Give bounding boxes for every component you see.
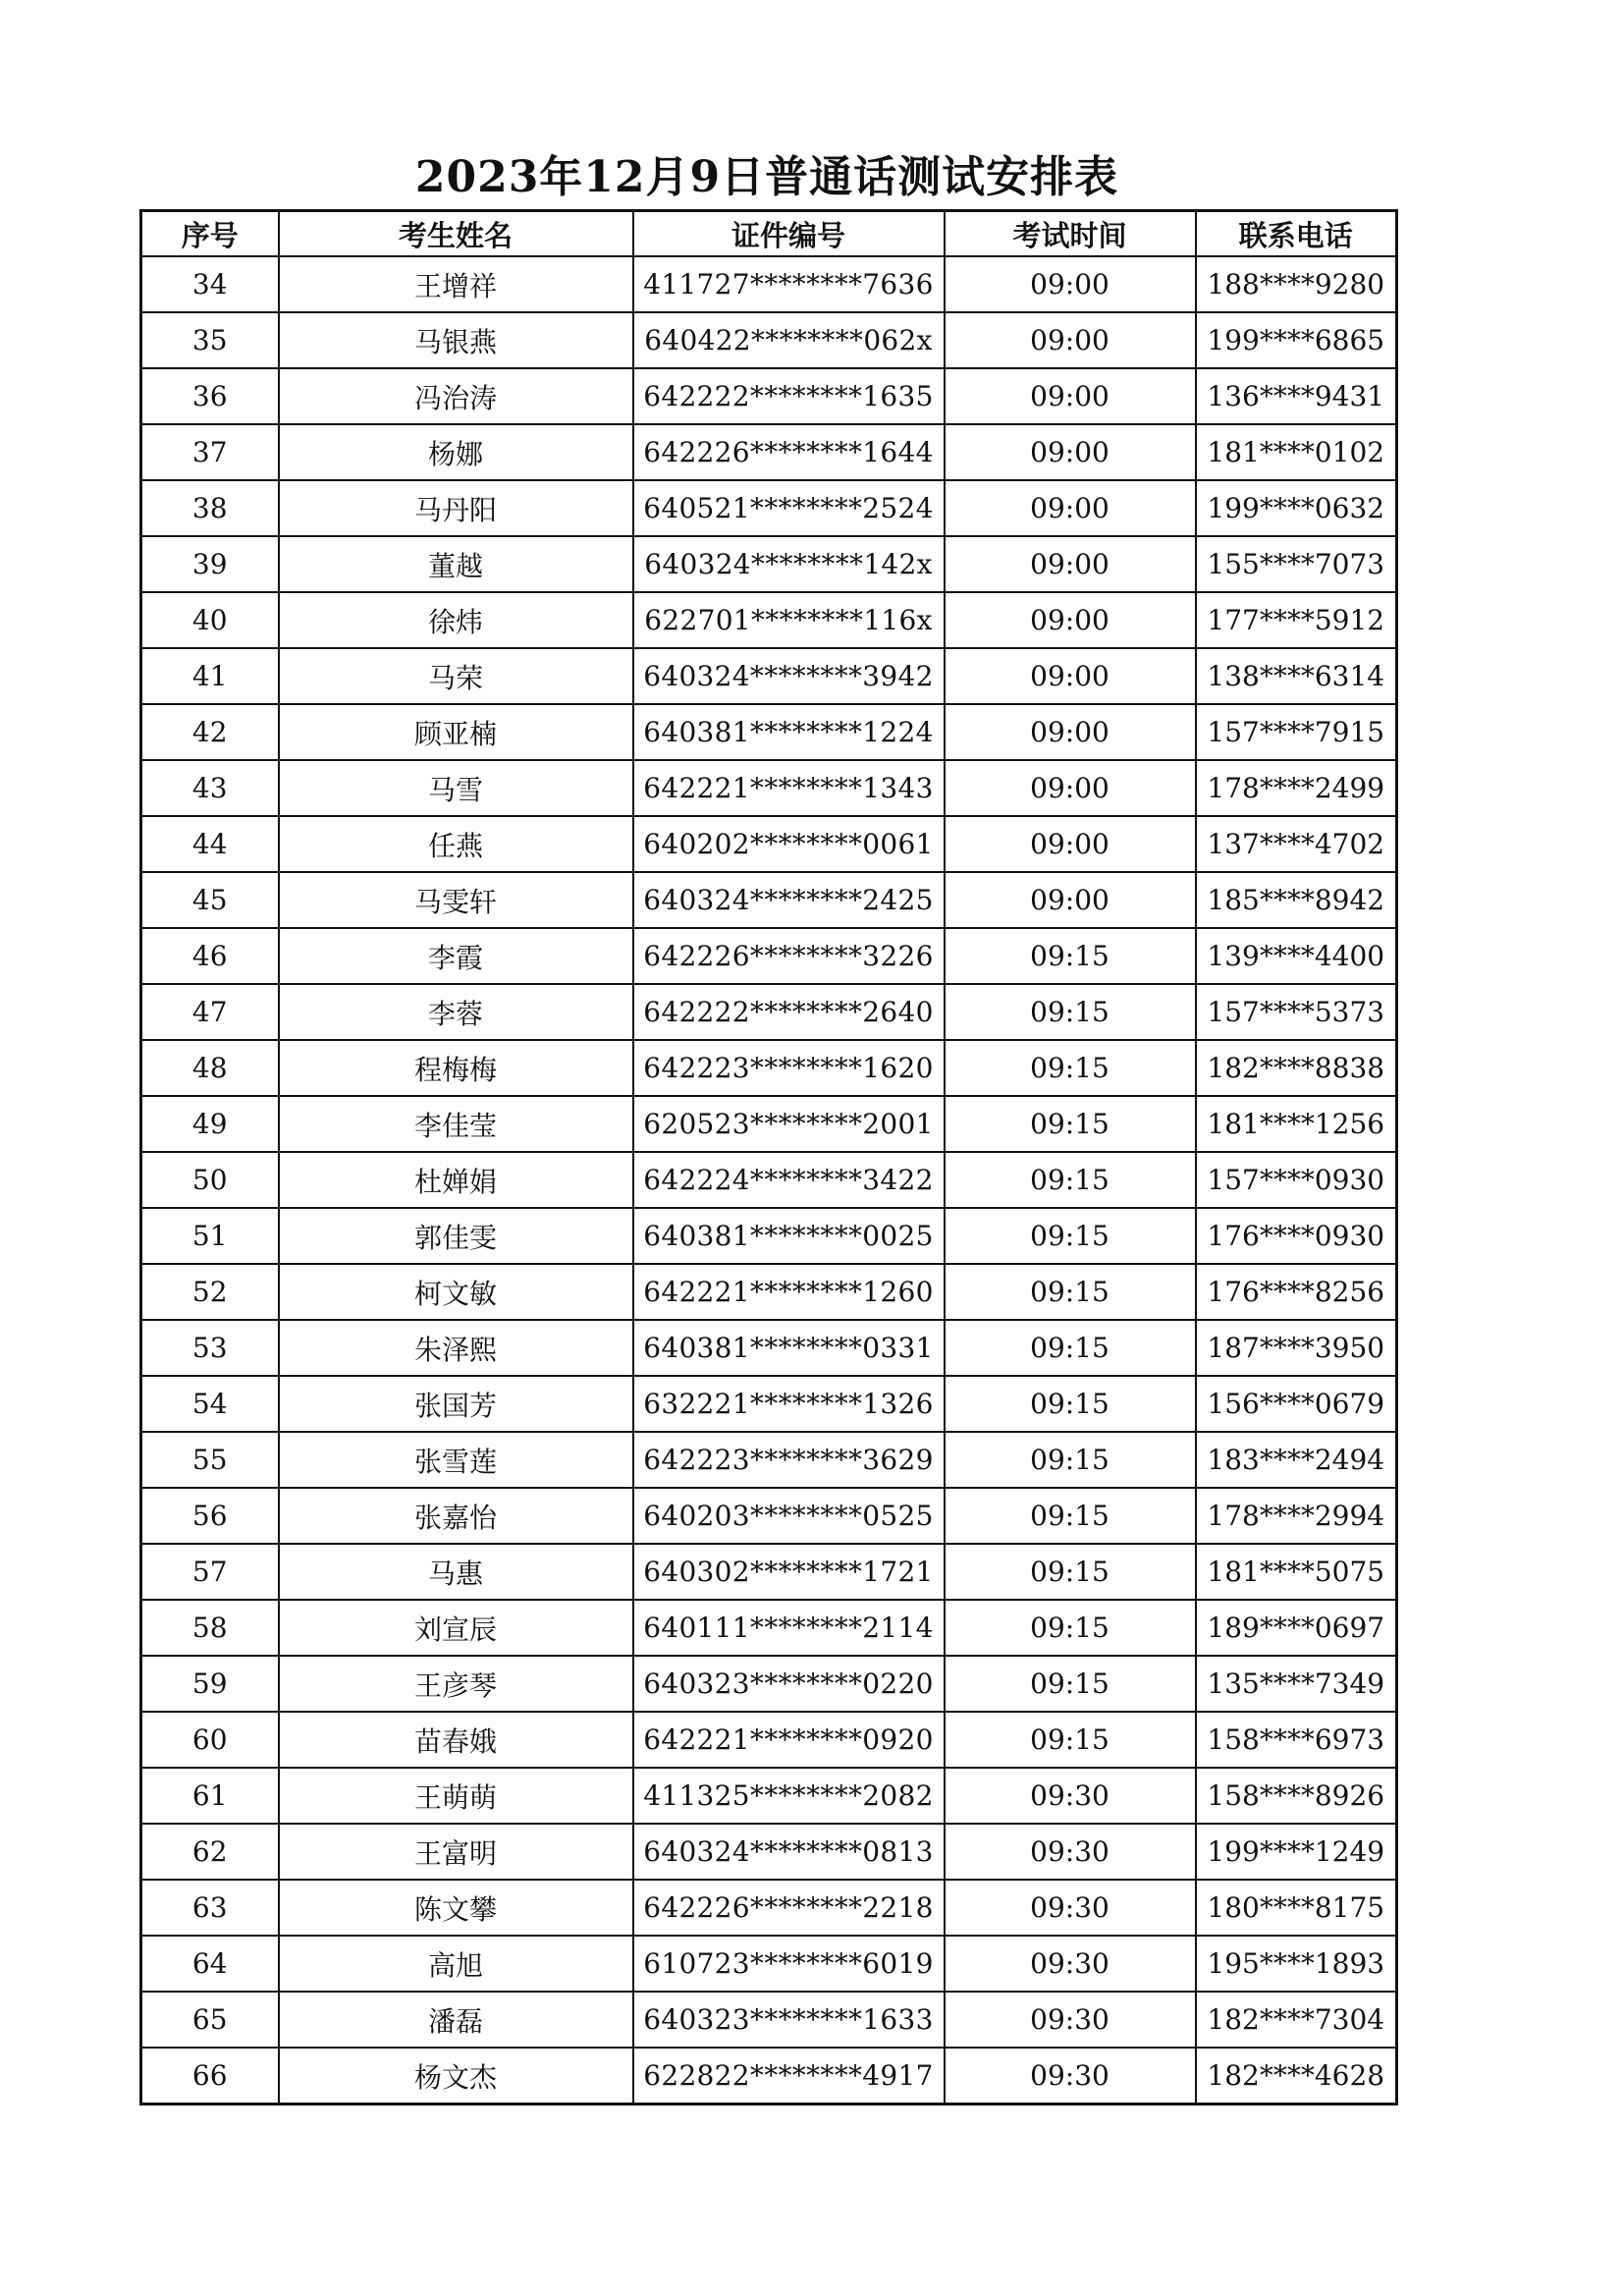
id-number-cell: 642226********2218 — [633, 1880, 945, 1936]
name-cell: 潘磊 — [279, 1992, 633, 2048]
exam-time-cell: 09:00 — [945, 816, 1196, 872]
phone-cell: 157****7915 — [1196, 704, 1397, 760]
seq-cell: 59 — [141, 1656, 279, 1712]
exam-time-cell: 09:15 — [945, 1488, 1196, 1544]
table-row — [141, 760, 1397, 816]
id-number-cell: 632221********1326 — [633, 1376, 945, 1432]
id-number-cell: 640111********2114 — [633, 1600, 945, 1656]
header-seq: 序号 — [141, 211, 279, 257]
name-cell: 冯治涛 — [279, 368, 633, 424]
seq-cell: 56 — [141, 1488, 279, 1544]
seq-cell: 41 — [141, 648, 279, 704]
table-row — [141, 1320, 1397, 1376]
seq-cell: 54 — [141, 1376, 279, 1432]
name-cell: 马雯轩 — [279, 872, 633, 928]
table-row — [141, 872, 1397, 928]
seq-cell: 55 — [141, 1432, 279, 1488]
name-cell: 李佳莹 — [279, 1096, 633, 1152]
name-cell: 马雪 — [279, 760, 633, 816]
seq-cell: 60 — [141, 1712, 279, 1768]
phone-cell: 182****7304 — [1196, 1992, 1397, 2048]
name-cell: 高旭 — [279, 1936, 633, 1992]
phone-cell: 189****0697 — [1196, 1600, 1397, 1656]
table-row — [141, 2048, 1397, 2105]
name-cell: 苗春娥 — [279, 1712, 633, 1768]
seq-cell: 47 — [141, 984, 279, 1040]
seq-cell: 63 — [141, 1880, 279, 1936]
seq-cell: 48 — [141, 1040, 279, 1096]
id-number-cell: 640381********1224 — [633, 704, 945, 760]
seq-cell: 43 — [141, 760, 279, 816]
seq-cell: 62 — [141, 1824, 279, 1880]
document-title: 2023年12月9日普通话测试安排表 — [414, 152, 1119, 202]
name-cell: 王彦琴 — [279, 1656, 633, 1712]
phone-cell: 176****8256 — [1196, 1264, 1397, 1320]
table-body — [141, 256, 1397, 2105]
name-cell: 张国芳 — [279, 1376, 633, 1432]
seq-cell: 66 — [141, 2048, 279, 2105]
phone-cell: 181****5075 — [1196, 1544, 1397, 1600]
phone-cell: 188****9280 — [1196, 256, 1397, 312]
phone-cell: 199****0632 — [1196, 480, 1397, 536]
id-number-cell: 640203********0525 — [633, 1488, 945, 1544]
seq-cell: 65 — [141, 1992, 279, 2048]
table-row — [141, 1992, 1397, 2048]
table-row — [141, 1712, 1397, 1768]
name-cell: 郭佳雯 — [279, 1208, 633, 1264]
header-name: 考生姓名 — [279, 211, 633, 257]
phone-cell: 138****6314 — [1196, 648, 1397, 704]
exam-time-cell: 09:15 — [945, 1152, 1196, 1208]
phone-cell: 187****3950 — [1196, 1320, 1397, 1376]
seq-cell: 38 — [141, 480, 279, 536]
exam-time-cell: 09:00 — [945, 480, 1196, 536]
phone-cell: 176****0930 — [1196, 1208, 1397, 1264]
exam-time-cell: 09:00 — [945, 256, 1196, 312]
table-row — [141, 536, 1397, 592]
phone-cell: 178****2994 — [1196, 1488, 1397, 1544]
phone-cell: 181****0102 — [1196, 424, 1397, 480]
phone-cell: 177****5912 — [1196, 592, 1397, 648]
table-row — [141, 1040, 1397, 1096]
table-row — [141, 424, 1397, 480]
name-cell: 刘宣辰 — [279, 1600, 633, 1656]
id-number-cell: 640381********0025 — [633, 1208, 945, 1264]
exam-time-cell: 09:15 — [945, 1600, 1196, 1656]
table-row — [141, 592, 1397, 648]
phone-cell: 180****8175 — [1196, 1880, 1397, 1936]
phone-cell: 155****7073 — [1196, 536, 1397, 592]
seq-cell: 40 — [141, 592, 279, 648]
exam-time-cell: 09:00 — [945, 424, 1196, 480]
name-cell: 张嘉怡 — [279, 1488, 633, 1544]
phone-cell: 157****0930 — [1196, 1152, 1397, 1208]
id-number-cell: 642221********1260 — [633, 1264, 945, 1320]
id-number-cell: 640422********062x — [633, 312, 945, 368]
phone-cell: 183****2494 — [1196, 1432, 1397, 1488]
id-number-cell: 640324********2425 — [633, 872, 945, 928]
seq-cell: 61 — [141, 1768, 279, 1824]
exam-time-cell: 09:15 — [945, 1040, 1196, 1096]
phone-cell: 178****2499 — [1196, 760, 1397, 816]
table-row — [141, 1152, 1397, 1208]
table-row — [141, 312, 1397, 368]
phone-cell: 182****8838 — [1196, 1040, 1397, 1096]
exam-time-cell: 09:00 — [945, 592, 1196, 648]
exam-time-cell: 09:30 — [945, 1880, 1196, 1936]
name-cell: 柯文敏 — [279, 1264, 633, 1320]
exam-time-cell: 09:00 — [945, 872, 1196, 928]
phone-cell: 139****4400 — [1196, 928, 1397, 984]
id-number-cell: 640521********2524 — [633, 480, 945, 536]
seq-cell: 53 — [141, 1320, 279, 1376]
seq-cell: 51 — [141, 1208, 279, 1264]
exam-time-cell: 09:15 — [945, 1544, 1196, 1600]
name-cell: 朱泽熙 — [279, 1320, 633, 1376]
name-cell: 杨文杰 — [279, 2048, 633, 2105]
name-cell: 马惠 — [279, 1544, 633, 1600]
seq-cell: 49 — [141, 1096, 279, 1152]
table-row — [141, 1600, 1397, 1656]
table-row — [141, 1264, 1397, 1320]
id-number-cell: 640324********142x — [633, 536, 945, 592]
exam-time-cell: 09:15 — [945, 928, 1196, 984]
seq-cell: 46 — [141, 928, 279, 984]
id-number-cell: 642222********2640 — [633, 984, 945, 1040]
seq-cell: 39 — [141, 536, 279, 592]
exam-time-cell: 09:30 — [945, 1936, 1196, 1992]
name-cell: 马银燕 — [279, 312, 633, 368]
seq-cell: 45 — [141, 872, 279, 928]
phone-cell: 136****9431 — [1196, 368, 1397, 424]
exam-time-cell: 09:15 — [945, 1432, 1196, 1488]
phone-cell: 158****6973 — [1196, 1712, 1397, 1768]
seq-cell: 64 — [141, 1936, 279, 1992]
id-number-cell: 640324********3942 — [633, 648, 945, 704]
header-row — [141, 211, 1397, 257]
table-row — [141, 1376, 1397, 1432]
seq-cell: 52 — [141, 1264, 279, 1320]
exam-time-cell: 09:15 — [945, 1712, 1196, 1768]
name-cell: 陈文攀 — [279, 1880, 633, 1936]
table-row — [141, 1768, 1397, 1824]
id-number-cell: 642223********1620 — [633, 1040, 945, 1096]
name-cell: 王增祥 — [279, 256, 633, 312]
header-phone: 联系电话 — [1196, 211, 1397, 257]
id-number-cell: 640302********1721 — [633, 1544, 945, 1600]
table-row — [141, 1544, 1397, 1600]
name-cell: 任燕 — [279, 816, 633, 872]
name-cell: 马丹阳 — [279, 480, 633, 536]
phone-cell: 185****8942 — [1196, 872, 1397, 928]
name-cell: 程梅梅 — [279, 1040, 633, 1096]
id-number-cell: 642226********3226 — [633, 928, 945, 984]
id-number-cell: 640381********0331 — [633, 1320, 945, 1376]
exam-time-cell: 09:30 — [945, 1824, 1196, 1880]
table-row — [141, 480, 1397, 536]
table-row — [141, 648, 1397, 704]
table-row — [141, 1096, 1397, 1152]
exam-time-cell: 09:00 — [945, 648, 1196, 704]
table-row — [141, 704, 1397, 760]
exam-time-cell: 09:15 — [945, 1208, 1196, 1264]
seq-cell: 58 — [141, 1600, 279, 1656]
name-cell: 王萌萌 — [279, 1768, 633, 1824]
name-cell: 李霞 — [279, 928, 633, 984]
name-cell: 杨娜 — [279, 424, 633, 480]
schedule-table — [139, 209, 1398, 2105]
table-row — [141, 256, 1397, 312]
name-cell: 马荣 — [279, 648, 633, 704]
id-number-cell: 642223********3629 — [633, 1432, 945, 1488]
header-exam-time: 考试时间 — [945, 211, 1196, 257]
name-cell: 杜婵娟 — [279, 1152, 633, 1208]
id-number-cell: 642221********1343 — [633, 760, 945, 816]
phone-cell: 135****7349 — [1196, 1656, 1397, 1712]
seq-cell: 34 — [141, 256, 279, 312]
seq-cell: 37 — [141, 424, 279, 480]
name-cell: 徐炜 — [279, 592, 633, 648]
table-row — [141, 928, 1397, 984]
id-number-cell: 642224********3422 — [633, 1152, 945, 1208]
phone-cell: 137****4702 — [1196, 816, 1397, 872]
name-cell: 顾亚楠 — [279, 704, 633, 760]
id-number-cell: 411727********7636 — [633, 256, 945, 312]
table-row — [141, 1432, 1397, 1488]
exam-time-cell: 09:15 — [945, 1376, 1196, 1432]
id-number-cell: 640323********0220 — [633, 1656, 945, 1712]
id-number-cell: 640324********0813 — [633, 1824, 945, 1880]
table-row — [141, 1824, 1397, 1880]
id-number-cell: 622701********116x — [633, 592, 945, 648]
exam-time-cell: 09:00 — [945, 536, 1196, 592]
exam-time-cell: 09:30 — [945, 2048, 1196, 2105]
table-row — [141, 1656, 1397, 1712]
name-cell: 张雪莲 — [279, 1432, 633, 1488]
seq-cell: 42 — [141, 704, 279, 760]
name-cell: 王富明 — [279, 1824, 633, 1880]
id-number-cell: 642226********1644 — [633, 424, 945, 480]
name-cell: 李蓉 — [279, 984, 633, 1040]
seq-cell: 57 — [141, 1544, 279, 1600]
phone-cell: 157****5373 — [1196, 984, 1397, 1040]
exam-time-cell: 09:15 — [945, 1264, 1196, 1320]
seq-cell: 35 — [141, 312, 279, 368]
id-number-cell: 610723********6019 — [633, 1936, 945, 1992]
table-row — [141, 1936, 1397, 1992]
id-number-cell: 620523********2001 — [633, 1096, 945, 1152]
exam-time-cell: 09:30 — [945, 1768, 1196, 1824]
exam-time-cell: 09:15 — [945, 984, 1196, 1040]
exam-time-cell: 09:15 — [945, 1096, 1196, 1152]
phone-cell: 195****1893 — [1196, 1936, 1397, 1992]
phone-cell: 199****1249 — [1196, 1824, 1397, 1880]
seq-cell: 36 — [141, 368, 279, 424]
exam-time-cell: 09:00 — [945, 760, 1196, 816]
exam-time-cell: 09:00 — [945, 312, 1196, 368]
phone-cell: 158****8926 — [1196, 1768, 1397, 1824]
phone-cell: 181****1256 — [1196, 1096, 1397, 1152]
exam-time-cell: 09:15 — [945, 1320, 1196, 1376]
name-cell: 董越 — [279, 536, 633, 592]
table-row — [141, 1880, 1397, 1936]
seq-cell: 50 — [141, 1152, 279, 1208]
exam-time-cell: 09:30 — [945, 1992, 1196, 2048]
phone-cell: 156****0679 — [1196, 1376, 1397, 1432]
id-number-cell: 642221********0920 — [633, 1712, 945, 1768]
id-number-cell: 411325********2082 — [633, 1768, 945, 1824]
id-number-cell: 622822********4917 — [633, 2048, 945, 2105]
table-row — [141, 1208, 1397, 1264]
phone-cell: 199****6865 — [1196, 312, 1397, 368]
table-row — [141, 1488, 1397, 1544]
id-number-cell: 640202********0061 — [633, 816, 945, 872]
table-row — [141, 368, 1397, 424]
header-id-number: 证件编号 — [633, 211, 945, 257]
table-row — [141, 816, 1397, 872]
id-number-cell: 640323********1633 — [633, 1992, 945, 2048]
phone-cell: 182****4628 — [1196, 2048, 1397, 2105]
table-row — [141, 984, 1397, 1040]
exam-time-cell: 09:00 — [945, 704, 1196, 760]
exam-time-cell: 09:15 — [945, 1656, 1196, 1712]
id-number-cell: 642222********1635 — [633, 368, 945, 424]
table-header — [141, 211, 1397, 257]
seq-cell: 44 — [141, 816, 279, 872]
exam-time-cell: 09:00 — [945, 368, 1196, 424]
